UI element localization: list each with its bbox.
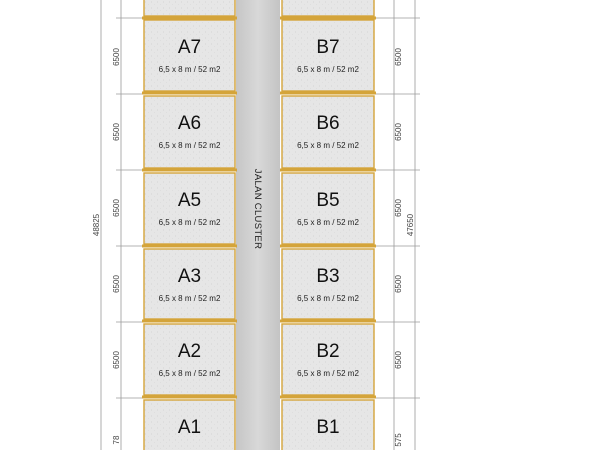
- lot-a5: [142, 173, 237, 246]
- dimension-label: 6500: [394, 48, 403, 66]
- lot-id-label: B6: [316, 113, 340, 134]
- lot-b3: [280, 249, 376, 321]
- total-dimension-left: 48825: [92, 213, 101, 237]
- lot-a3: [142, 249, 237, 321]
- road-label: JALAN CLUSTER: [252, 168, 263, 250]
- lots-right: [280, 0, 376, 450]
- lot-id-label: A6: [177, 113, 202, 134]
- lot-size-label: 6,5 x 8 m / 52 m2: [297, 65, 359, 74]
- lot-id-label: B2: [316, 341, 340, 362]
- lot-size-label: 6,5 x 8 m / 52 m2: [158, 294, 221, 303]
- dimension-label: 6500: [394, 351, 403, 369]
- lot-a7: [142, 20, 237, 93]
- lot-size-label: 6,5 x 8 m / 52 m2: [158, 141, 221, 150]
- lot-a2: [142, 324, 237, 397]
- lot-size-label: 6,5 x 8 m / 52 m2: [297, 294, 359, 303]
- lot-b2: [280, 324, 376, 397]
- lot-size-label: 6,5 x 8 m / 52 m2: [158, 218, 221, 227]
- dimension-label: 6500: [112, 123, 121, 141]
- lot-left-top: [142, 0, 237, 18]
- lot-a1: [142, 400, 237, 450]
- lot-id-label: A3: [177, 266, 202, 287]
- lot-id-label: A7: [177, 37, 202, 58]
- dimension-label: 6500: [112, 275, 121, 293]
- dimension-label: 6500: [112, 199, 121, 217]
- lot-size-label: 6,5 x 8 m / 52 m2: [158, 369, 221, 378]
- lot-id-label: A2: [177, 341, 202, 362]
- dimension-label: 575: [394, 433, 403, 447]
- lot-id-label: B3: [316, 266, 340, 287]
- lot-right-top: [280, 0, 376, 18]
- lot-b7: [280, 20, 376, 93]
- dimension-label: 6500: [112, 351, 121, 369]
- lot-id-label: B7: [316, 37, 340, 58]
- dimension-line-left: [101, 0, 121, 450]
- lot-id-label: A1: [177, 417, 202, 438]
- lot-b1: [280, 400, 376, 450]
- lot-size-label: 6,5 x 8 m / 52 m2: [297, 141, 359, 150]
- lots-left: [142, 0, 237, 450]
- lot-b5: [280, 173, 376, 246]
- lot-a6: [142, 96, 237, 170]
- lot-size-label: 6,5 x 8 m / 52 m2: [158, 65, 221, 74]
- lot-size-label: 6,5 x 8 m / 52 m2: [297, 369, 359, 378]
- dimension-label: 78: [112, 435, 121, 445]
- lot-plot: [144, 0, 235, 16]
- lot-id-label: B1: [316, 417, 340, 438]
- total-dimension-right: 47650: [406, 213, 415, 237]
- dimension-label: 6500: [394, 199, 403, 217]
- lot-plot: [282, 0, 374, 16]
- lot-id-label: A5: [177, 190, 202, 211]
- lot-id-label: B5: [316, 190, 340, 211]
- dimension-label: 6500: [394, 275, 403, 293]
- dimension-label: 6500: [394, 123, 403, 141]
- lot-size-label: 6,5 x 8 m / 52 m2: [297, 218, 359, 227]
- dimensions-right: [394, 48, 403, 447]
- lot-b6: [280, 96, 376, 170]
- dimension-label: 6500: [112, 48, 121, 66]
